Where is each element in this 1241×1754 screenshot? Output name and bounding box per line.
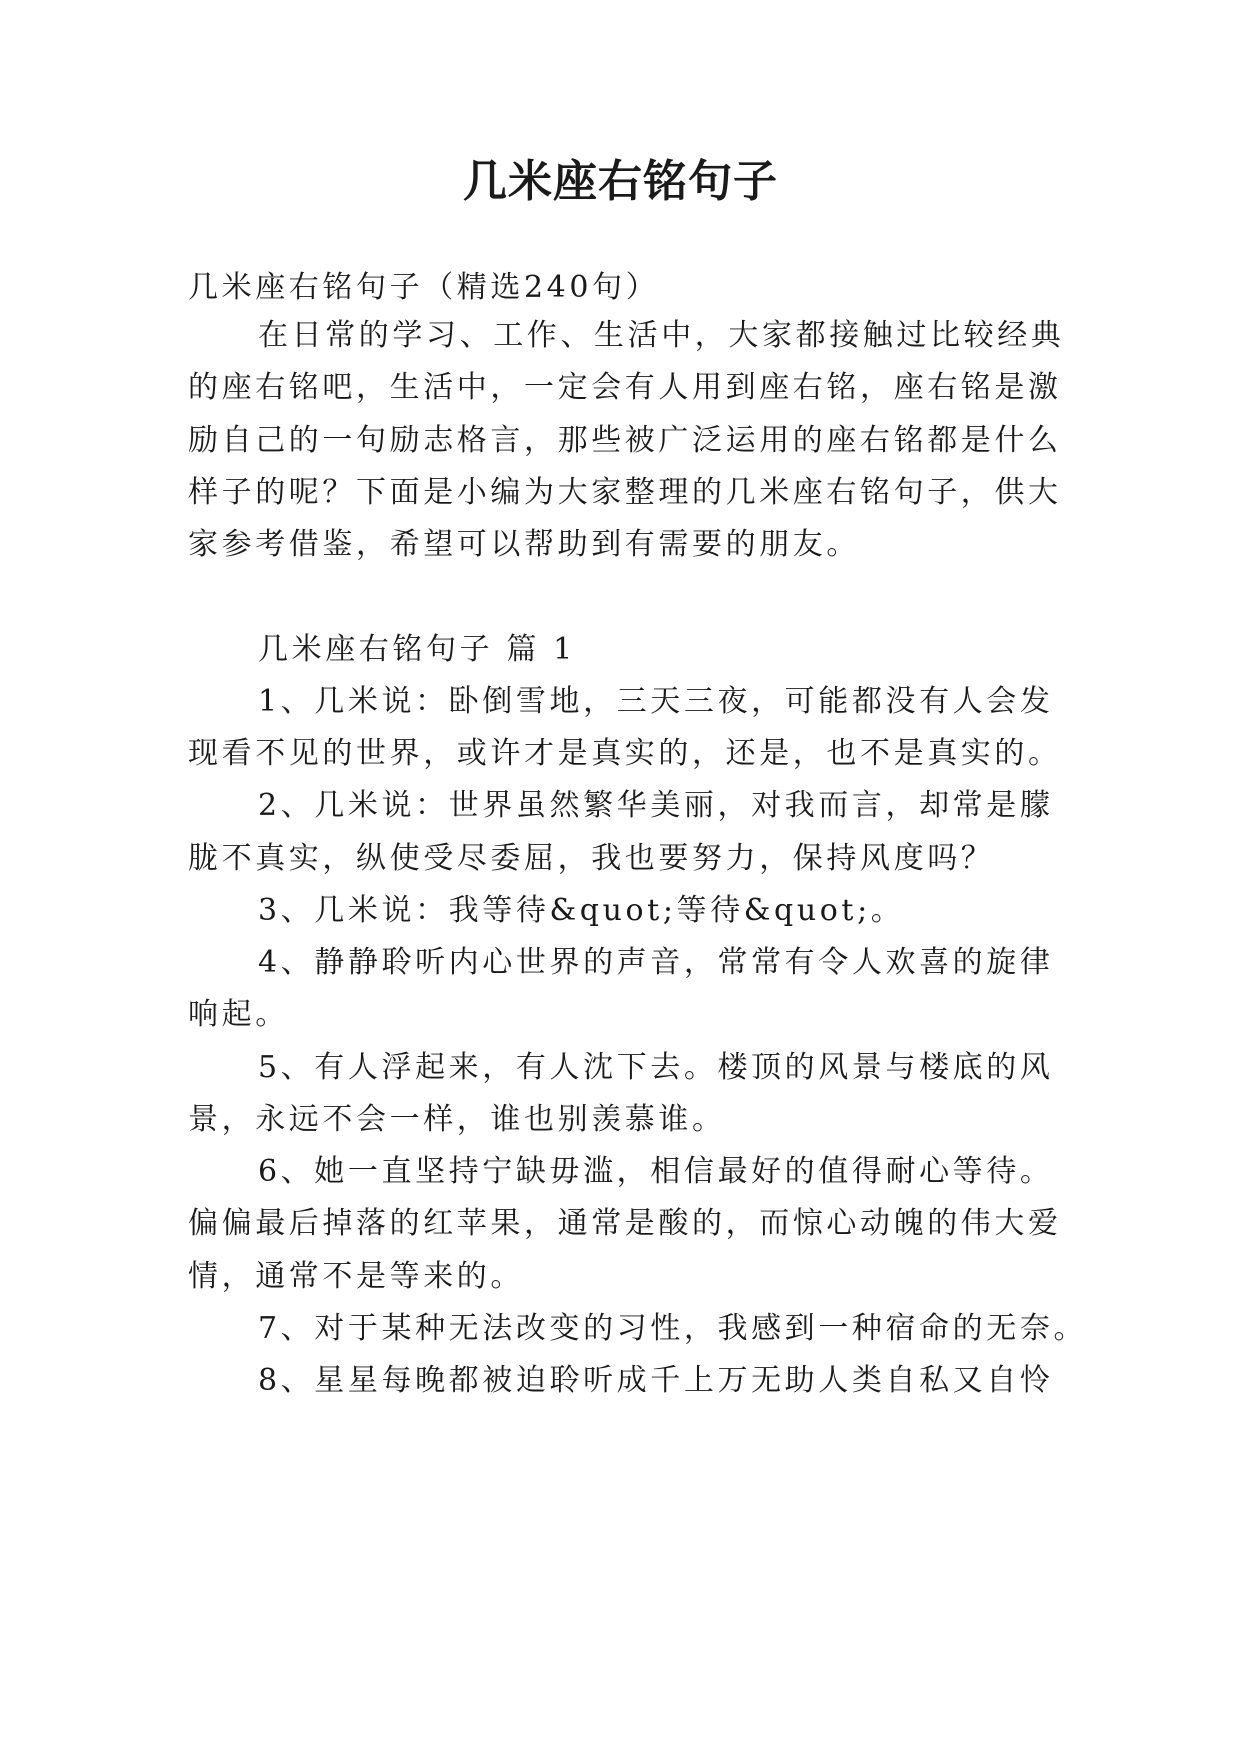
paragraph-line: 在日常的学习、工作、生活中，大家都接触过比较经典 <box>258 318 1065 353</box>
paragraph-line: 6、她一直坚持宁缺毋滥，相信最好的值得耐心等待。 <box>258 1154 1054 1189</box>
paragraph-line: 样子的呢？下面是小编为大家整理的几米座右铭句子，供大 <box>188 475 1062 510</box>
paragraph-line: 现看不见的世界，或许才是真实的，还是，也不是真实的。 <box>188 736 1062 771</box>
paragraph-line: 励自己的一句励志格言，那些被广泛运用的座右铭都是什么 <box>188 423 1062 458</box>
paragraph-line: 5、有人浮起来，有人沈下去。楼顶的风景与楼底的风 <box>258 1050 1054 1085</box>
paragraph-line: 响起。 <box>188 997 289 1032</box>
paragraph-line: 7、对于某种无法改变的习性，我感到一种宿命的无奈。 <box>258 1311 1088 1346</box>
paragraph-line: 景，永远不会一样，谁也别羡慕谁。 <box>188 1102 726 1137</box>
section-heading: 几米座右铭句子 篇 1 <box>258 632 576 667</box>
paragraph-line: 2、几米说：世界虽然繁华美丽，对我而言，却常是朦 <box>258 788 1054 823</box>
subtitle-line: 几米座右铭句子（精选240句） <box>188 270 660 305</box>
paragraph-line: 8、星星每晚都被迫聆听成千上万无助人类自私又自怜 <box>258 1363 1054 1398</box>
paragraph-line: 的座右铭吧，生活中，一定会有人用到座右铭，座右铭是激 <box>188 370 1062 405</box>
document-title: 几米座右铭句子 <box>463 156 778 207</box>
paragraph-line: 偏偏最后掉落的红苹果，通常是酸的，而惊心动魄的伟大爱 <box>188 1206 1062 1241</box>
paragraph-line: 4、静静聆听内心世界的声音，常常有令人欢喜的旋律 <box>258 945 1054 980</box>
paragraph-line: 情，通常不是等来的。 <box>188 1259 524 1294</box>
paragraph-line: 3、几米说：我等待&quot;等待&quot;。 <box>258 893 905 928</box>
paragraph-line: 胧不真实，纵使受尽委屈，我也要努力，保持风度吗？ <box>188 841 995 876</box>
paragraph-line: 家参考借鉴，希望可以帮助到有需要的朋友。 <box>188 527 860 562</box>
paragraph-line: 1、几米说：卧倒雪地，三天三夜，可能都没有人会发 <box>258 684 1054 719</box>
